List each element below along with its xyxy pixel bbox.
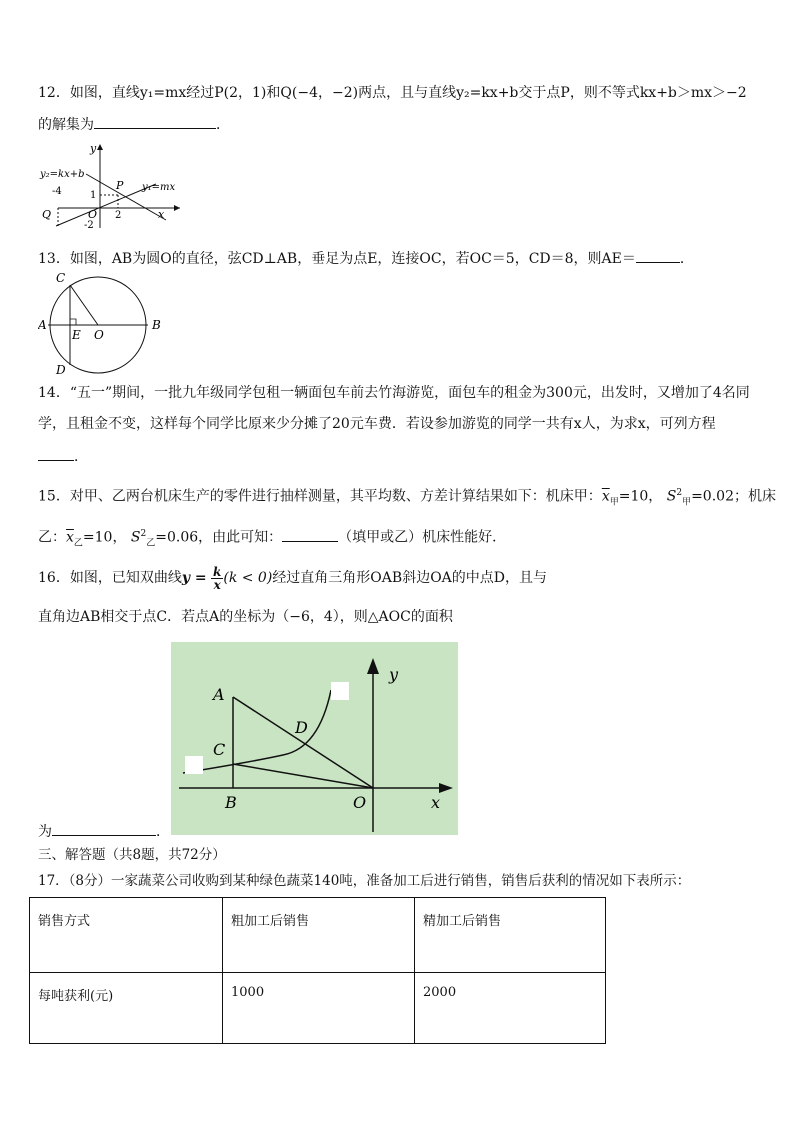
- q16-figure-bg: [171, 642, 458, 835]
- q14-line2: 学，且租金不变，这样每个同学比原来少分摊了20元车费．若设参加游览的同学一共有x人，为求x，可列方程: [38, 416, 716, 432]
- q12-line-y1: [56, 184, 156, 226]
- q15-jia-var: =0.02；机床: [691, 488, 776, 505]
- table-header-rough: 粗加工后销售: [223, 898, 415, 973]
- q13-answer-blank[interactable]: [636, 248, 680, 263]
- q15-xbar-jia: $\overline{x}$: [601, 488, 610, 505]
- q16-figure: [171, 642, 458, 835]
- q15-sub-jia-1: 甲: [609, 497, 619, 508]
- section3-heading: 三、解答题（共8题，共72分）: [38, 847, 226, 863]
- q12-x-label: x: [158, 208, 165, 221]
- q12-y-label: y: [90, 142, 97, 155]
- q13-label-c: C: [56, 271, 66, 285]
- q12-tick-1: 1: [90, 190, 97, 201]
- table-row: [30, 898, 606, 973]
- q15-sup-jia: 2: [676, 488, 683, 498]
- q15-sub-jia-2: 甲: [682, 497, 692, 508]
- table-cell-profit-label: 每吨获利(元): [30, 973, 223, 1044]
- q15-yi-var: =0.06，由此可知：: [155, 529, 283, 546]
- q12-y-arrow-icon: [97, 144, 103, 150]
- table-cell-fine-value: 2000: [415, 973, 606, 1044]
- q16-frac-k: k: [213, 564, 222, 579]
- q13-label-b: B: [152, 318, 161, 332]
- q16-line3: [38, 821, 170, 842]
- q12-y2-label: y₂=kx+b: [40, 169, 85, 180]
- q13-label-e: E: [72, 328, 81, 342]
- q16-line2: 直角边AB相交于点C．若点A的坐标为（−6，4），则△AOC的面积: [38, 609, 453, 625]
- q13-label-a: A: [38, 318, 47, 332]
- q12-line1: 12．如图，直线y₁=mx经过P(2，1)和Q(−4，−2)两点，且与直线y₂=kx+b交于点P，则不等式kx+b＞mx＞−2: [38, 85, 747, 101]
- q16-placeholder-top: [331, 682, 349, 700]
- q14-line3: [38, 446, 88, 467]
- q12-tick-neg2: -2: [84, 220, 94, 231]
- q15-prefix: 15．对甲、乙两台机床生产的零件进行抽样测量，其平均数、方差计算结果如下：机床甲：: [38, 488, 602, 505]
- q14-line1: 14．“五一”期间，一批九年级同学包租一辆面包车前去竹海游览，面包车的租金为300元，出发时，又增加了4名同: [38, 385, 750, 401]
- table-cell-rough-value: 1000: [223, 973, 415, 1044]
- q16-label-d: D: [295, 718, 308, 737]
- q15-line1: [38, 483, 776, 512]
- q13-label-d: D: [56, 363, 66, 377]
- q12-line-y2: [86, 174, 166, 220]
- q15-s-jia: S: [666, 488, 677, 505]
- q15-prefix2: 乙：: [38, 529, 66, 546]
- q15-jia-mean: =10，: [618, 488, 663, 505]
- q16-label-y: y: [389, 665, 399, 684]
- table-row: [30, 973, 606, 1044]
- q16-label-o: O: [353, 793, 367, 812]
- q12-tick-neg4: -4: [52, 186, 62, 197]
- q12-answer-blank[interactable]: [94, 114, 216, 129]
- q12-q-label: Q: [42, 208, 52, 221]
- q12-suffix: ．: [216, 117, 230, 133]
- q15-xbar-yi: $\overline{x}$: [66, 529, 74, 546]
- q15-sup-yi: 2: [140, 529, 147, 539]
- q16-prefix: 16．如图，已知双曲线: [38, 570, 182, 586]
- q16-label-x: x: [431, 793, 441, 812]
- q16-label-b: B: [225, 793, 237, 812]
- q12-x-arrow-icon: [174, 205, 180, 211]
- q15-sub-yi-1: 乙: [73, 538, 83, 549]
- q16-label-c: C: [213, 740, 226, 759]
- q16-func-y: y =: [181, 570, 207, 586]
- q16-line1: [38, 565, 547, 591]
- q17-text: 17．（8分）一家蔬菜公司收购到某种绿色蔬菜140吨，准备加工后进行销售，销售后获利的情况如下表所示：: [38, 873, 691, 889]
- q12-y1-label: y₁=mx: [142, 182, 176, 193]
- q13-suffix: ．: [679, 251, 694, 267]
- q12-figure: [38, 140, 188, 232]
- q12-p-label: P: [116, 179, 124, 192]
- table-header-method: 销售方式: [30, 898, 223, 973]
- q12-tick-2: 2: [115, 210, 122, 221]
- q16-answer-blank[interactable]: [52, 821, 156, 836]
- q13-line: [38, 248, 694, 269]
- q13-figure: [38, 268, 168, 378]
- q14-suffix: ．: [74, 449, 88, 465]
- q13-label-o: O: [94, 328, 104, 342]
- q12-origin-label: O: [88, 208, 98, 221]
- q16-frac-x: x: [213, 577, 221, 592]
- q15-suffix: （填甲或乙）机床性能好．: [338, 529, 507, 546]
- q14-answer-blank[interactable]: [38, 446, 74, 461]
- q12-line2: [38, 114, 230, 135]
- q16-placeholder-left: [185, 756, 203, 774]
- table-header-fine: 精加工后销售: [415, 898, 606, 973]
- q12-prefix: 的解集为: [38, 117, 94, 133]
- q15-sub-yi-2: 乙: [146, 538, 156, 549]
- q13-text: 13．如图，AB为圆O的直径，弦CD⊥AB，垂足为点E，连接OC，若OC＝5，CD＝8，则AE＝: [38, 251, 636, 267]
- q16-suffix3: ．: [156, 824, 170, 840]
- q15-line2: [38, 524, 506, 553]
- q13-right-angle-mark: [70, 319, 76, 325]
- q15-s-yi: S: [130, 529, 141, 546]
- q17-sales-table: [29, 897, 606, 1044]
- q16-fraction: [211, 566, 223, 591]
- q15-answer-blank[interactable]: [282, 527, 338, 542]
- q16-suffix1: 经过直角三角形OAB斜边OA的中点D，且与: [272, 570, 548, 586]
- q15-yi-mean: =10，: [82, 529, 127, 546]
- q16-label-a: A: [213, 685, 225, 704]
- q16-prefix3: 为: [38, 824, 52, 840]
- q16-func-cond: (k < 0): [223, 570, 273, 586]
